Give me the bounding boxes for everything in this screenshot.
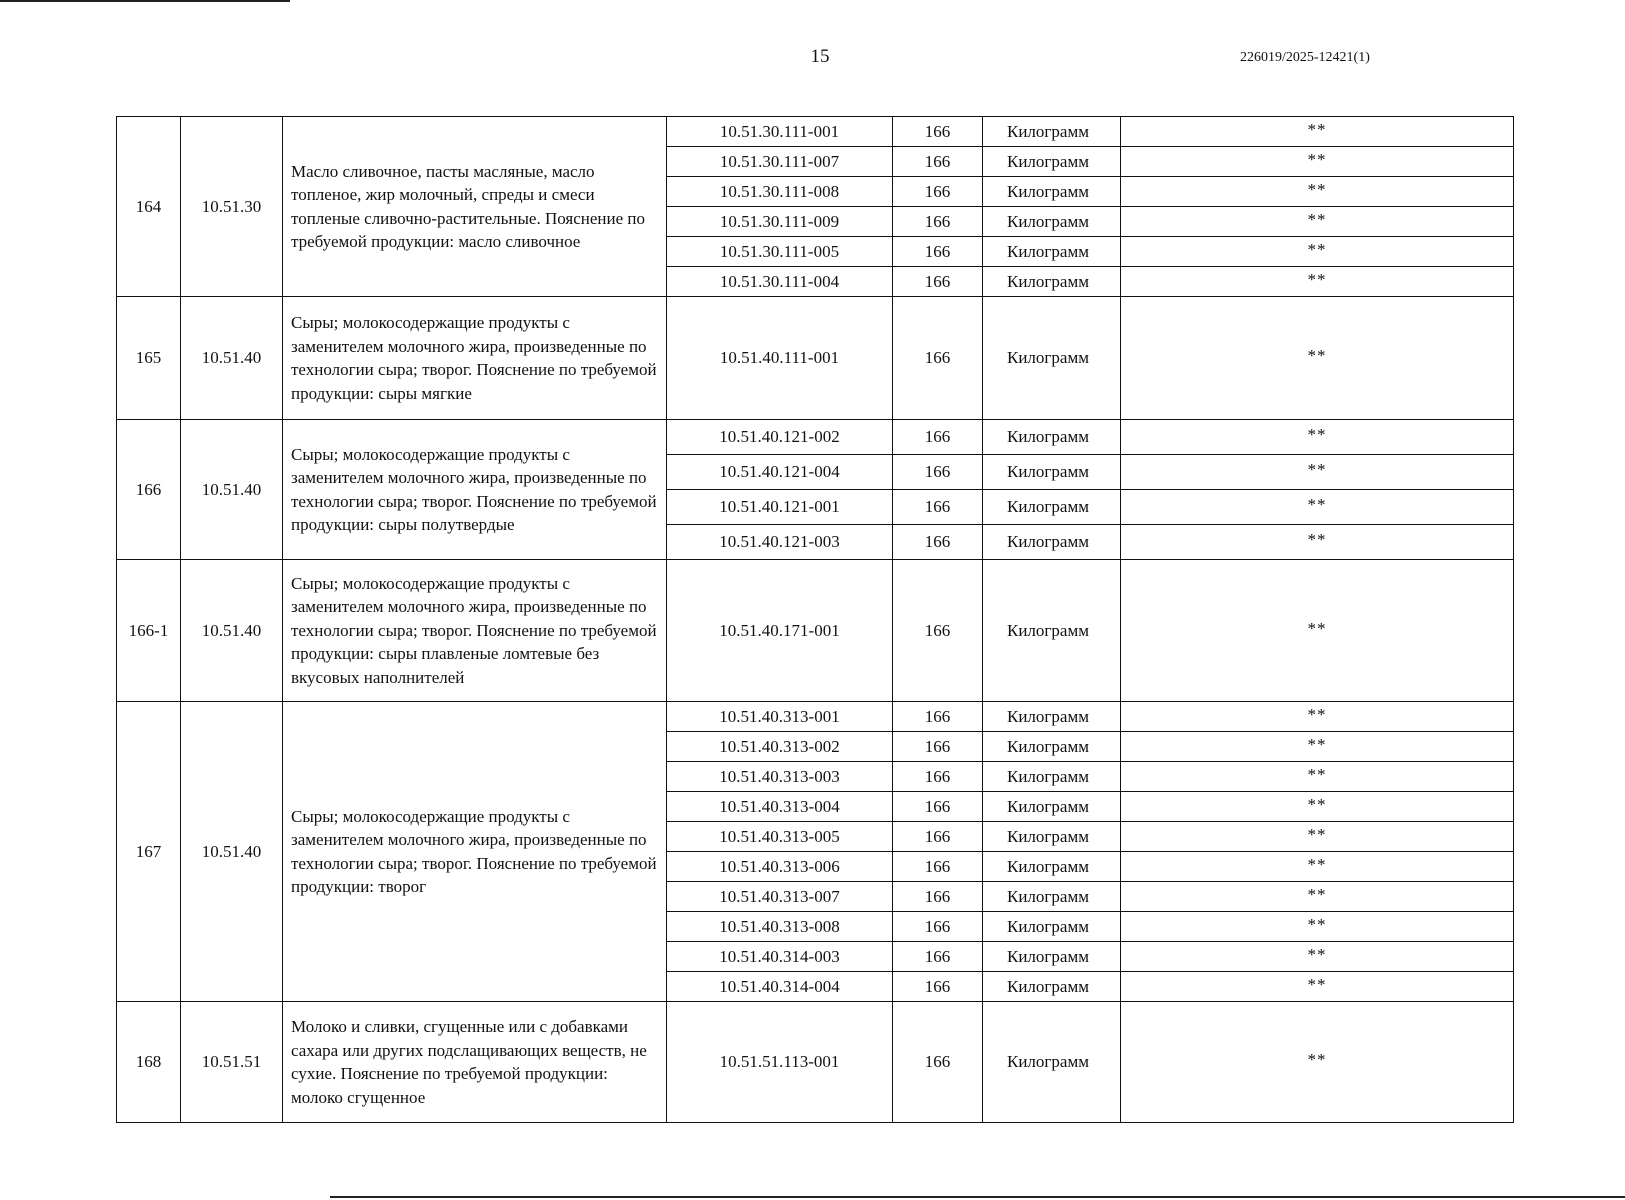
requirement-mark: **: [1121, 792, 1514, 822]
okpd-code: 10.51.30: [181, 117, 283, 297]
product-description: Сыры; молокосодержащие продукты с заменителем молочного жира, произведенные по технологии сыра; творог. Пояснение по требуемой продукции: сыры полутвердые: [283, 420, 667, 560]
requirement-mark: **: [1121, 297, 1514, 420]
okei-code: 166: [893, 560, 983, 702]
item-code: 10.51.30.111-008: [667, 177, 893, 207]
unit-name: Килограмм: [983, 560, 1121, 702]
okei-code: 166: [893, 420, 983, 455]
okei-code: 166: [893, 972, 983, 1002]
unit-name: Килограмм: [983, 177, 1121, 207]
okei-code: 166: [893, 525, 983, 560]
okei-code: 166: [893, 177, 983, 207]
product-register-table: [116, 116, 1514, 1123]
top-edge-rule: [0, 0, 290, 2]
item-code: 10.51.51.113-001: [667, 1002, 893, 1123]
okei-code: 166: [893, 297, 983, 420]
table-row: [117, 560, 1514, 702]
okei-code: 166: [893, 882, 983, 912]
unit-name: Килограмм: [983, 942, 1121, 972]
unit-name: Килограмм: [983, 420, 1121, 455]
item-code: 10.51.40.121-004: [667, 455, 893, 490]
unit-name: Килограмм: [983, 147, 1121, 177]
unit-name: Килограмм: [983, 455, 1121, 490]
okei-code: 166: [893, 852, 983, 882]
okei-code: 166: [893, 762, 983, 792]
item-code: 10.51.40.313-002: [667, 732, 893, 762]
unit-name: Килограмм: [983, 852, 1121, 882]
requirement-mark: **: [1121, 420, 1514, 455]
unit-name: Килограмм: [983, 882, 1121, 912]
requirement-mark: **: [1121, 147, 1514, 177]
item-code: 10.51.40.313-008: [667, 912, 893, 942]
table-row: [117, 420, 1514, 455]
requirement-mark: **: [1121, 267, 1514, 297]
okei-code: 166: [893, 117, 983, 147]
item-code: 10.51.40.111-001: [667, 297, 893, 420]
item-code: 10.51.40.313-007: [667, 882, 893, 912]
okei-code: 166: [893, 490, 983, 525]
product-description: Молоко и сливки, сгущенные или с добавками сахара или других подслащивающих веществ, не сухие. Пояснение по требуемой продукции: молоко сгущенное: [283, 1002, 667, 1123]
item-code: 10.51.40.313-006: [667, 852, 893, 882]
unit-name: Килограмм: [983, 972, 1121, 1002]
product-description: Сыры; молокосодержащие продукты с заменителем молочного жира, произведенные по технологии сыра; творог. Пояснение по требуемой продукции: творог: [283, 702, 667, 1002]
requirement-mark: **: [1121, 560, 1514, 702]
requirement-mark: **: [1121, 912, 1514, 942]
unit-name: Килограмм: [983, 762, 1121, 792]
okei-code: 166: [893, 1002, 983, 1123]
okpd-code: 10.51.40: [181, 702, 283, 1002]
product-description: Сыры; молокосодержащие продукты с заменителем молочного жира, произведенные по технологии сыра; творог. Пояснение по требуемой продукции: сыры мягкие: [283, 297, 667, 420]
page-number: 15: [810, 46, 830, 67]
unit-name: Килограмм: [983, 702, 1121, 732]
item-code: 10.51.40.313-005: [667, 822, 893, 852]
register-body: [117, 117, 1514, 1123]
requirement-mark: **: [1121, 455, 1514, 490]
unit-name: Килограмм: [983, 732, 1121, 762]
okei-code: 166: [893, 147, 983, 177]
row-number: 166-1: [117, 560, 181, 702]
item-code: 10.51.30.111-004: [667, 267, 893, 297]
unit-name: Килограмм: [983, 267, 1121, 297]
okpd-code: 10.51.40: [181, 297, 283, 420]
product-description: Сыры; молокосодержащие продукты с заменителем молочного жира, произведенные по технологии сыра; творог. Пояснение по требуемой продукции: сыры плавленые ломтевые без вкусовых наполнителей: [283, 560, 667, 702]
unit-name: Килограмм: [983, 297, 1121, 420]
okei-code: 166: [893, 207, 983, 237]
item-code: 10.51.40.121-002: [667, 420, 893, 455]
row-number: 166: [117, 420, 181, 560]
unit-name: Килограмм: [983, 490, 1121, 525]
item-code: 10.51.30.111-005: [667, 237, 893, 267]
requirement-mark: **: [1121, 822, 1514, 852]
okpd-code: 10.51.40: [181, 420, 283, 560]
table-row: [117, 297, 1514, 420]
requirement-mark: **: [1121, 525, 1514, 560]
okpd-code: 10.51.51: [181, 1002, 283, 1123]
unit-name: Килограмм: [983, 792, 1121, 822]
requirement-mark: **: [1121, 207, 1514, 237]
okei-code: 166: [893, 792, 983, 822]
unit-name: Килограмм: [983, 1002, 1121, 1123]
unit-name: Килограмм: [983, 207, 1121, 237]
item-code: 10.51.40.314-004: [667, 972, 893, 1002]
table-row: [117, 117, 1514, 147]
requirement-mark: **: [1121, 490, 1514, 525]
unit-name: Килограмм: [983, 912, 1121, 942]
unit-name: Килограмм: [983, 237, 1121, 267]
requirement-mark: **: [1121, 117, 1514, 147]
item-code: 10.51.30.111-001: [667, 117, 893, 147]
unit-name: Килограмм: [983, 822, 1121, 852]
bottom-edge-rule: [330, 1196, 1625, 1198]
requirement-mark: **: [1121, 237, 1514, 267]
okei-code: 166: [893, 732, 983, 762]
unit-name: Килограмм: [983, 525, 1121, 560]
document-id: 226019/2025-12421(1): [1240, 50, 1370, 65]
requirement-mark: **: [1121, 1002, 1514, 1123]
table-row: [117, 702, 1514, 732]
requirement-mark: **: [1121, 852, 1514, 882]
product-description: Масло сливочное, пасты масляные, масло топленое, жир молочный, спреды и смеси топленые сливочно-растительные. Пояснение по требуемой продукции: масло сливочное: [283, 117, 667, 297]
okei-code: 166: [893, 942, 983, 972]
requirement-mark: **: [1121, 177, 1514, 207]
okei-code: 166: [893, 267, 983, 297]
okei-code: 166: [893, 237, 983, 267]
row-number: 168: [117, 1002, 181, 1123]
requirement-mark: **: [1121, 942, 1514, 972]
requirement-mark: **: [1121, 732, 1514, 762]
item-code: 10.51.30.111-007: [667, 147, 893, 177]
item-code: 10.51.40.314-003: [667, 942, 893, 972]
requirement-mark: **: [1121, 702, 1514, 732]
okei-code: 166: [893, 455, 983, 490]
item-code: 10.51.40.171-001: [667, 560, 893, 702]
requirement-mark: **: [1121, 762, 1514, 792]
requirement-mark: **: [1121, 882, 1514, 912]
item-code: 10.51.40.121-003: [667, 525, 893, 560]
okpd-code: 10.51.40: [181, 560, 283, 702]
requirement-mark: **: [1121, 972, 1514, 1002]
row-number: 164: [117, 117, 181, 297]
table-row: [117, 1002, 1514, 1123]
item-code: 10.51.40.313-001: [667, 702, 893, 732]
okei-code: 166: [893, 822, 983, 852]
okei-code: 166: [893, 702, 983, 732]
row-number: 167: [117, 702, 181, 1002]
row-number: 165: [117, 297, 181, 420]
okei-code: 166: [893, 912, 983, 942]
item-code: 10.51.40.313-003: [667, 762, 893, 792]
item-code: 10.51.40.313-004: [667, 792, 893, 822]
item-code: 10.51.30.111-009: [667, 207, 893, 237]
item-code: 10.51.40.121-001: [667, 490, 893, 525]
unit-name: Килограмм: [983, 117, 1121, 147]
